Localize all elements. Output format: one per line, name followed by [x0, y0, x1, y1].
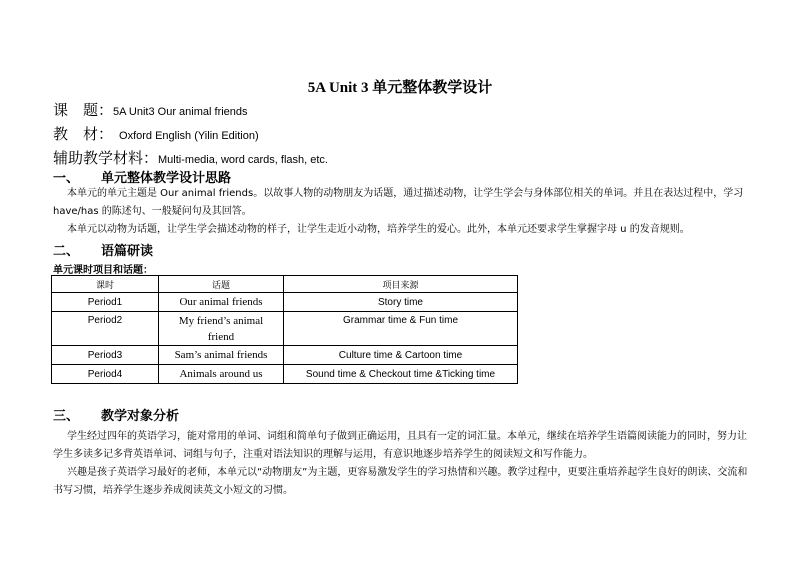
section1-number: 一、: [53, 171, 80, 186]
textbook-label: 教 材：: [53, 125, 114, 143]
section3-body: [53, 428, 753, 500]
table-header-row: [52, 276, 518, 293]
table-row: [52, 293, 518, 312]
period-cell: Period4: [52, 365, 159, 384]
column-header: 项目来源: [284, 276, 518, 293]
period-cell: Period2: [52, 312, 159, 346]
section3-heading: [53, 405, 179, 424]
period-cell: Period1: [52, 293, 159, 312]
materials-label: 辅助教学材料：: [53, 149, 159, 167]
topic-value: 5A Unit3 Our animal friends: [113, 106, 248, 118]
section3-number: 三、: [53, 409, 80, 424]
section3-paragraph: 兴趣是孩子英语学习最好的老师，本单元以“动物朋友”为主题，更容易激发学生的学习热情和兴趣。教学过程中，更要注重培养起学生良好的朗读、交流和书写习惯，培养学生逐步养成阅读英文小短文的习惯。: [53, 467, 748, 496]
topic-cell: Our animal friends: [159, 293, 284, 312]
source-cell: Story time: [284, 293, 518, 312]
textbook-value: Oxford English (Yilin Edition): [119, 130, 259, 142]
topic-cell: Animals around us: [159, 365, 284, 384]
table-caption: 单元课时项目和话题：: [53, 265, 153, 276]
section2-number: 二、: [53, 244, 80, 259]
topic-line: [53, 99, 248, 120]
topic-cell: My friend’s animal friend: [159, 312, 284, 346]
section2-title: 语篇研读: [101, 244, 154, 259]
column-header: 话题: [159, 276, 284, 293]
table-row: [52, 312, 518, 346]
section1-paragraph: 本单元以动物为话题，让学生学会描述动物的样子，让学生走近小动物，培养学生的爱心。此外，本单元还要求学生掌握字母 u 的发音规则。: [67, 224, 690, 235]
textbook-line: [53, 123, 259, 144]
topic-label: 课 题：: [53, 101, 114, 119]
materials-line: [53, 147, 328, 168]
section3-paragraph: 学生经过四年的英语学习，能对常用的单词、词组和简单句子做到正确运用，且具有一定的词汇量。本单元，继续在培养学生语篇阅读能力的同时，努力让学生多读多记多背英语单词、词组与句子，注重对语法知识的理解与运用，有意识地逐步培养学生的阅读短文和写作能力。: [53, 431, 747, 460]
source-cell: Grammar time & Fun time: [284, 312, 518, 346]
source-cell: Sound time & Checkout time &Ticking time: [284, 365, 518, 384]
table-row: [52, 346, 518, 365]
topic-cell: Sam’s animal friends: [159, 346, 284, 365]
materials-value: Multi-media, word cards, flash, etc.: [158, 154, 328, 166]
document-title: 5A Unit 3 单元整体教学设计: [307, 80, 493, 96]
source-cell: Culture time & Cartoon time: [284, 346, 518, 365]
section1-title: 单元整体教学设计思路: [101, 171, 232, 186]
period-cell: Period3: [52, 346, 159, 365]
section1-paragraph: 本单元的单元主题是 Our animal friends。以故事人物的动物朋友为话题，通过描述动物，让学生学会与身体部位相关的单词。并且在表达过程中，学习 have/has 的陈述句、一般疑问句及其回答。: [53, 188, 744, 217]
section3-title: 教学对象分析: [101, 409, 180, 424]
section1-heading: [53, 167, 231, 186]
section2-heading: [53, 240, 153, 259]
lesson-table: [51, 275, 518, 384]
column-header: 课时: [52, 276, 159, 293]
section1-body: [53, 185, 753, 239]
table-row: [52, 365, 518, 384]
